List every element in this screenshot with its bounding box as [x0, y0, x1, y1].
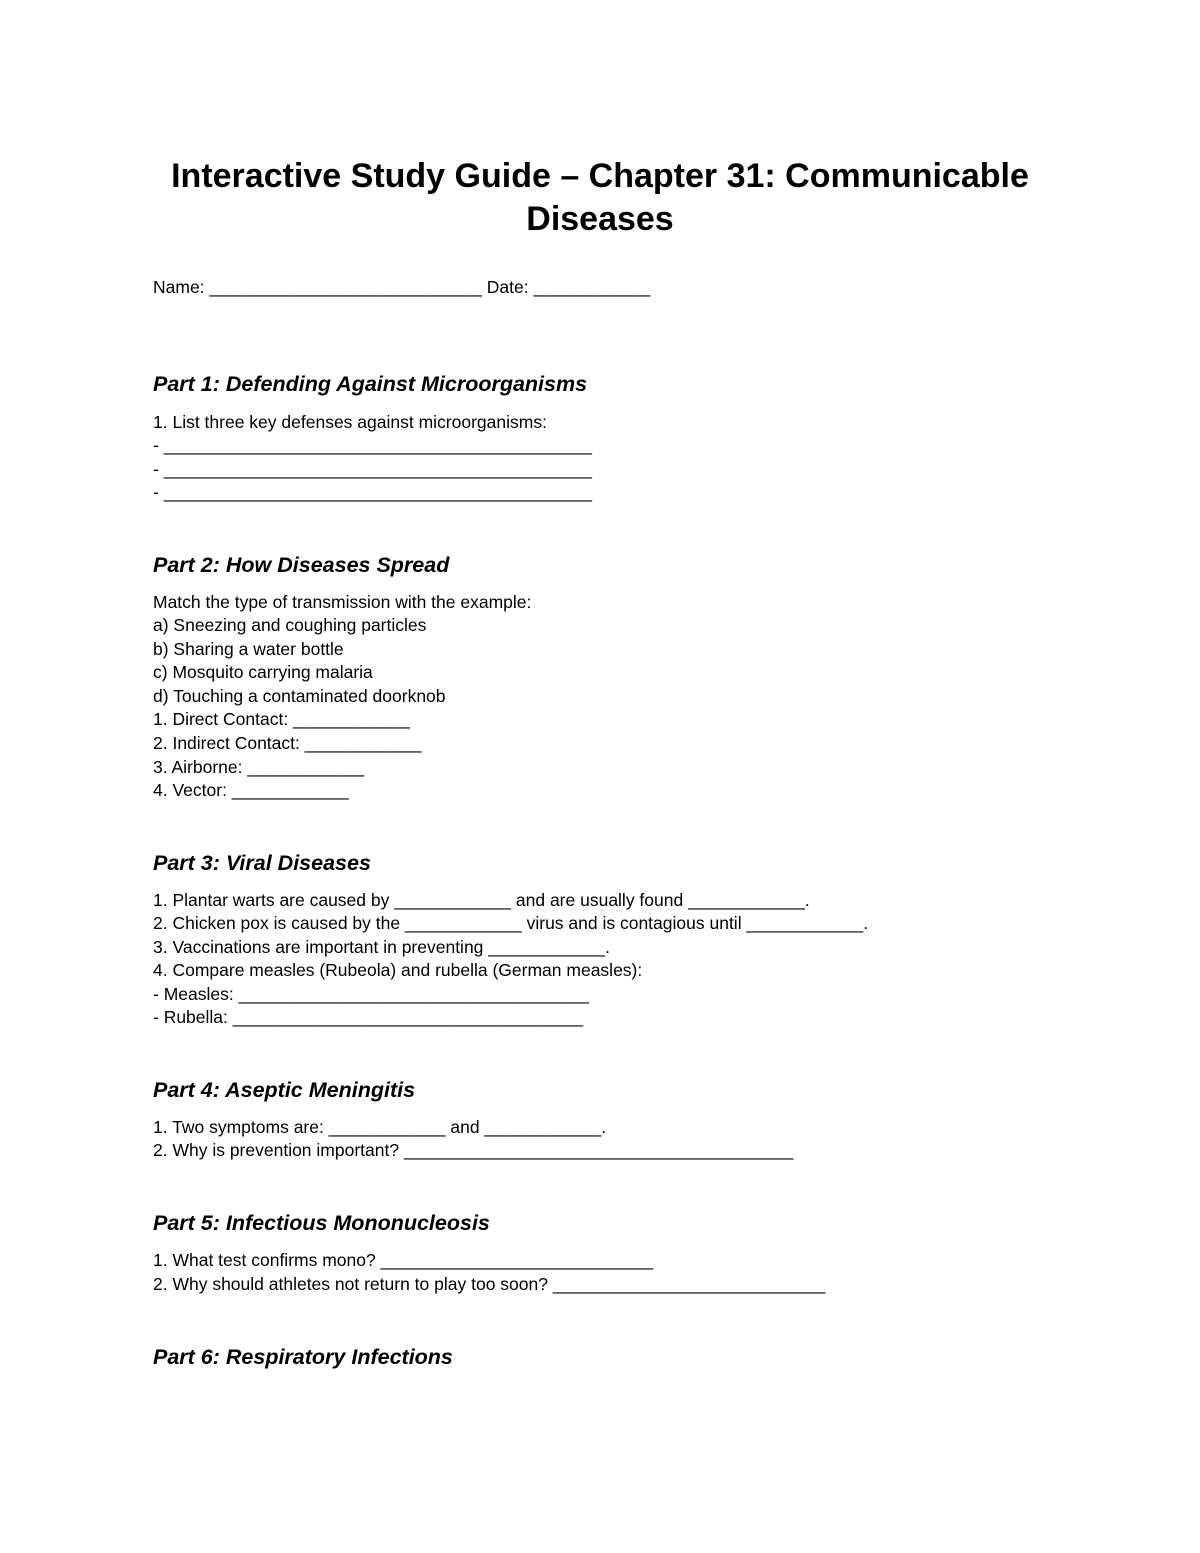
part4-question-1: 1. Two symptoms are: ____________ and ____________. [153, 1117, 607, 1137]
part3-heading: Part 3: Viral Diseases [153, 851, 371, 875]
part1-line-1: 1. List three key defenses against microorganisms: [153, 412, 547, 432]
part3-question-3: 3. Vaccinations are important in preventing ____________. [153, 937, 610, 957]
part2-match-3: 3. Airborne: ____________ [153, 757, 365, 777]
part2-example-a: a) Sneezing and coughing particles [153, 615, 427, 635]
part1-blank-3: - ____________________________________________ [153, 482, 592, 502]
part5-question-1: 1. What test confirms mono? ____________________________ [153, 1250, 654, 1270]
name-date-line: Name: ____________________________ Date: ____________ [153, 277, 651, 297]
part2-example-b: b) Sharing a water bottle [153, 639, 344, 659]
part3-rubella-line: - Rubella: ____________________________________ [153, 1007, 584, 1027]
part5-heading: Part 5: Infectious Mononucleosis [153, 1211, 490, 1235]
part2-example-c: c) Mosquito carrying malaria [153, 662, 373, 682]
part3-question-4: 4. Compare measles (Rubeola) and rubella (German measles): [153, 960, 643, 980]
part1-heading: Part 1: Defending Against Microorganisms [153, 372, 588, 396]
part4-question-2: 2. Why is prevention important? ________________________________________ [153, 1140, 794, 1160]
part3-measles-line: - Measles: ____________________________________ [153, 984, 589, 1004]
part1-blank-2: - ____________________________________________ [153, 459, 592, 479]
part3-question-2: 2. Chicken pox is caused by the ____________ virus and is contagious until ____________. [153, 913, 869, 933]
part6-heading: Part 6: Respiratory Infections [153, 1345, 453, 1369]
part4-heading: Part 4: Aseptic Meningitis [153, 1078, 416, 1102]
part2-heading: Part 2: How Diseases Spread [153, 553, 450, 577]
part2-example-d: d) Touching a contaminated doorknob [153, 686, 446, 706]
part2-match-4: 4. Vector: ____________ [153, 780, 349, 800]
part3-question-1: 1. Plantar warts are caused by ____________ and are usually found ____________. [153, 890, 810, 910]
document-title: Interactive Study Guide – Chapter 31: Communicable Diseases [171, 157, 1029, 238]
part2-match-2: 2. Indirect Contact: ____________ [153, 733, 422, 753]
part2-match-1: 1. Direct Contact: ____________ [153, 709, 410, 729]
part1-blank-1: - ____________________________________________ [153, 435, 592, 455]
part2-instruction: Match the type of transmission with the example: [153, 592, 532, 612]
part5-question-2: 2. Why should athletes not return to play too soon? ____________________________ [153, 1274, 826, 1294]
